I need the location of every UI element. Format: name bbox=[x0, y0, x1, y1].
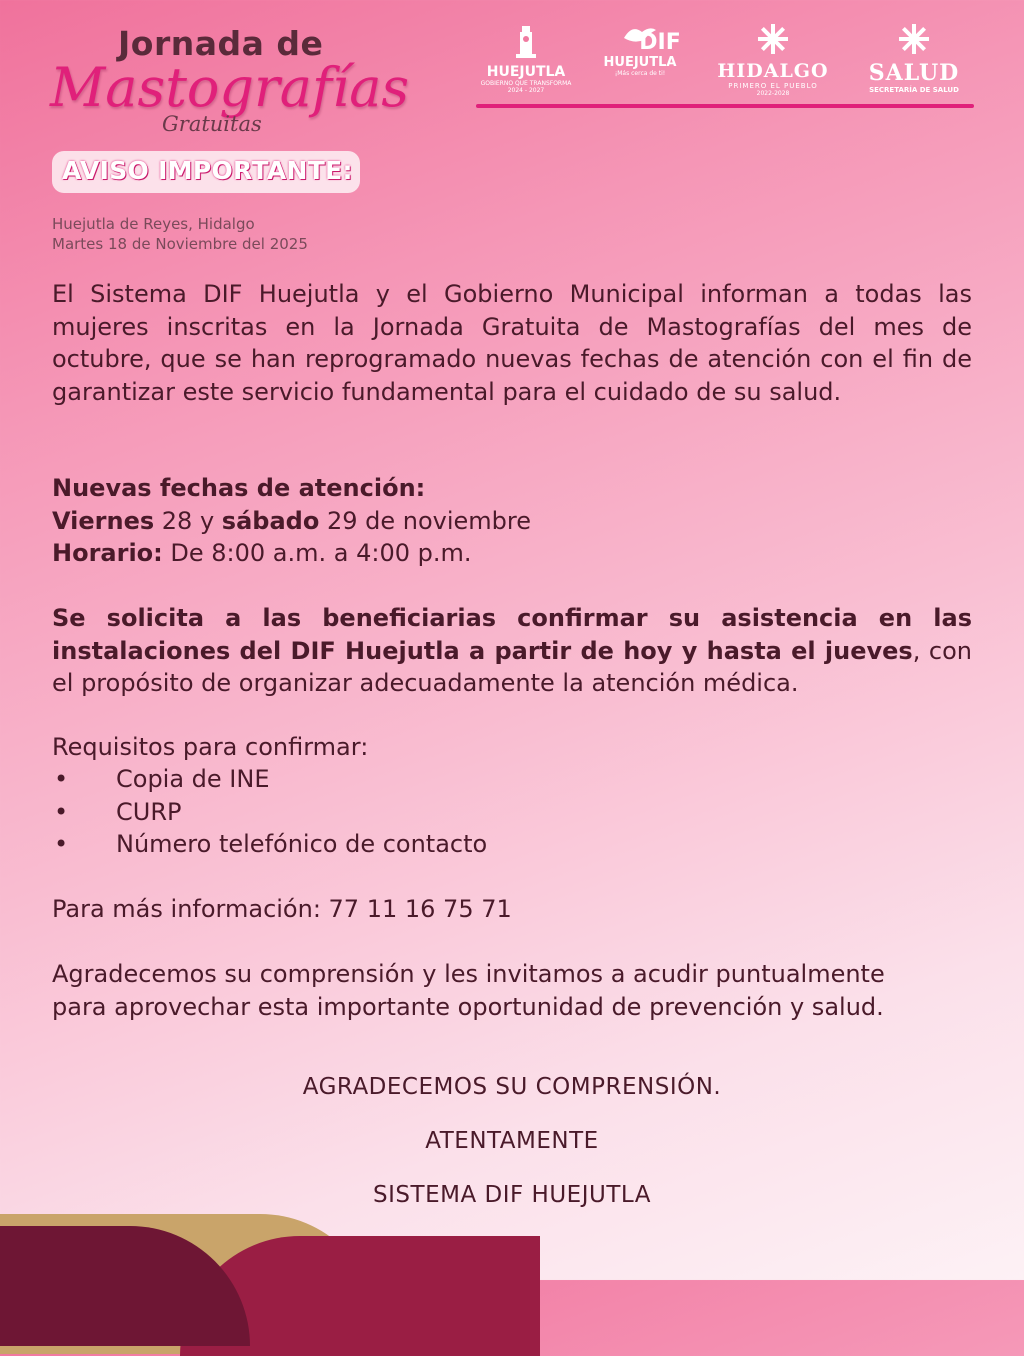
intro-paragraph: El Sistema DIF Huejutla y el Gobierno Municipal informan a todas las mujeres inscritas en la Jornada Gratuita de Mastografías del mes de octubre, que se han reprogramado nuevas fechas de atención con el fin de garantizar este servicio fundamental para el cuidado de su salud. bbox=[52, 280, 972, 406]
institution-logos bbox=[476, 22, 974, 108]
date-text: Martes 18 de Noviembre del 2025 bbox=[52, 235, 308, 253]
closing-sincerely: ATENTAMENTE bbox=[425, 1128, 599, 1154]
hidalgo-logo: HIDALGO PRIMERO EL PUEBLO 2022-2028 bbox=[712, 22, 834, 97]
salud-logo: SALUD SECRETARÍA DE SALUD bbox=[854, 22, 974, 94]
campaign-title bbox=[50, 22, 410, 142]
huejutla-logo: HUEJUTLA GOBIERNO QUE TRANSFORMA 2024 - 2027 bbox=[476, 22, 576, 94]
dates-section bbox=[52, 472, 972, 570]
dates-line: Viernes 28 y sábado 29 de noviembre bbox=[52, 506, 531, 535]
request-paragraph bbox=[52, 602, 972, 700]
place-text: Huejutla de Reyes, Hidalgo bbox=[52, 215, 255, 233]
request-rest: , con el propósito de organizar adecuadamente la atención médica. bbox=[52, 636, 972, 697]
snowflake-emblem-icon bbox=[897, 22, 931, 56]
logo-divider bbox=[476, 104, 974, 108]
contact-info: Para más información: 77 11 16 75 71 bbox=[52, 895, 512, 923]
request-bold: Se solicita a las beneficiarias confirmar su asistencia en las instalaciones del DIF Huejutla a partir de hoy y hasta el jueves bbox=[52, 604, 972, 665]
thanks-paragraph: Agradecemos su comprensión y les invitamos a acudir puntualmente para aprovechar esta importante oportunidad de prevención y salud. bbox=[52, 960, 885, 1021]
campaign-title-line3: Gratuitas bbox=[162, 112, 262, 136]
dates-heading: Nuevas fechas de atención: bbox=[52, 474, 426, 502]
campaign-title-line1: Jornada de bbox=[118, 24, 324, 63]
closing-thanks: AGRADECEMOS SU COMPRENSIÓN. bbox=[302, 1074, 722, 1100]
clock-tower-icon bbox=[506, 22, 546, 62]
snowflake-emblem-icon bbox=[756, 22, 790, 56]
notice-badge bbox=[52, 151, 360, 193]
requirements-heading: Requisitos para confirmar: bbox=[52, 733, 369, 761]
dif-logo: DIF HUEJUTLA ¡Más cerca de ti! bbox=[592, 22, 688, 77]
place-date bbox=[52, 214, 308, 254]
closing-signature: SISTEMA DIF HUEJUTLA bbox=[373, 1182, 651, 1208]
hours-line: Horario: De 8:00 a.m. a 4:00 p.m. bbox=[52, 539, 472, 567]
notice-label: AVISO IMPORTANTE: bbox=[62, 156, 353, 185]
campaign-title-line2: Mastografías bbox=[50, 56, 410, 119]
